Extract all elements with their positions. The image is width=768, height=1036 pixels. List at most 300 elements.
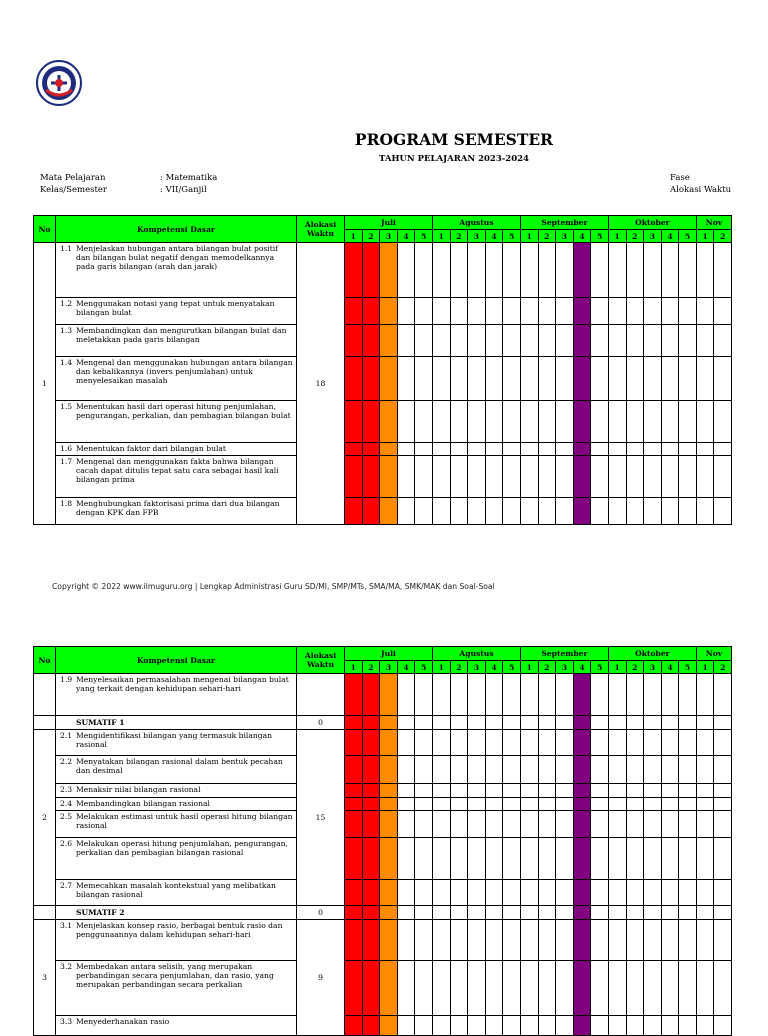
week-cell <box>468 756 486 784</box>
week-cell <box>696 498 714 525</box>
week-cell <box>397 674 415 716</box>
week-cell <box>468 325 486 357</box>
week-cell <box>503 456 521 498</box>
week-cell <box>432 357 450 401</box>
week-cell <box>345 811 363 838</box>
week-cell <box>644 674 662 716</box>
week-cell <box>626 498 644 525</box>
week-cell <box>608 674 626 716</box>
week-cell <box>679 920 697 961</box>
week-cell <box>538 498 556 525</box>
week-cell <box>397 784 415 798</box>
week-cell <box>450 298 468 325</box>
kompetensi-cell <box>56 298 297 325</box>
week-cell <box>362 756 380 784</box>
week-cell <box>468 674 486 716</box>
alokasi-cell: 0 <box>297 716 345 730</box>
week-cell <box>556 811 574 838</box>
week-cell <box>608 243 626 298</box>
week-cell <box>626 906 644 920</box>
week-cell <box>415 325 433 357</box>
week-cell <box>362 243 380 298</box>
week-cell <box>345 961 363 1016</box>
kd-text: Membandingkan dan mengurutkan bilangan bulat dan meletakkan pada garis bilangan <box>76 326 287 344</box>
week-cell <box>644 243 662 298</box>
kd-row <box>34 325 732 357</box>
col-header-no: No <box>34 647 56 674</box>
month-header-agustus: Agustus <box>432 216 520 230</box>
week-cell <box>608 811 626 838</box>
alokasi-cell: 0 <box>297 906 345 920</box>
week-header: 5 <box>503 230 521 243</box>
week-cell <box>345 1016 363 1036</box>
week-cell <box>626 456 644 498</box>
week-cell <box>644 784 662 798</box>
week-cell <box>432 1016 450 1036</box>
kd-text: Menjelaskan hubungan antara bilangan bulat positif dan bilangan bulat negatif dengan memodelkannya pada garis bilangan (arah dan jarak) <box>76 244 279 271</box>
week-header: 2 <box>362 230 380 243</box>
kd-number: 2.5 <box>60 812 73 821</box>
week-cell <box>432 756 450 784</box>
week-cell <box>714 498 732 525</box>
week-cell <box>520 357 538 401</box>
week-cell <box>380 298 398 325</box>
kd-row <box>34 498 732 525</box>
week-cell <box>644 838 662 880</box>
week-cell <box>468 443 486 456</box>
week-cell <box>450 716 468 730</box>
week-cell <box>362 880 380 906</box>
week-cell <box>450 798 468 811</box>
week-cell <box>362 838 380 880</box>
week-cell <box>608 838 626 880</box>
week-cell <box>432 798 450 811</box>
kd-row <box>34 1016 732 1036</box>
col-header-alokasi: Alokasi Waktu <box>297 216 345 243</box>
week-cell <box>520 906 538 920</box>
week-cell <box>380 906 398 920</box>
week-cell <box>608 716 626 730</box>
week-cell <box>696 443 714 456</box>
week-cell <box>538 401 556 443</box>
week-cell <box>679 401 697 443</box>
week-cell <box>520 456 538 498</box>
col-header-no: No <box>34 216 56 243</box>
week-cell <box>450 401 468 443</box>
week-cell <box>591 756 609 784</box>
week-cell <box>714 906 732 920</box>
week-cell <box>485 798 503 811</box>
week-cell <box>538 838 556 880</box>
week-cell <box>468 784 486 798</box>
kd-text: Menyelesaikan permasalahan mengenai bilangan bulat yang terkait dengan kehidupan sehari-hari <box>76 675 289 693</box>
week-cell <box>696 920 714 961</box>
week-cell <box>485 906 503 920</box>
week-cell <box>362 961 380 1016</box>
week-cell <box>573 674 591 716</box>
week-cell <box>714 298 732 325</box>
week-cell <box>432 401 450 443</box>
week-cell <box>380 716 398 730</box>
week-cell <box>661 961 679 1016</box>
week-cell <box>679 961 697 1016</box>
week-header: 5 <box>503 661 521 674</box>
week-cell <box>679 298 697 325</box>
week-cell <box>661 880 679 906</box>
week-cell <box>608 880 626 906</box>
week-cell <box>573 920 591 961</box>
kd-row <box>34 838 732 880</box>
week-cell <box>679 838 697 880</box>
week-cell <box>450 880 468 906</box>
week-cell <box>714 716 732 730</box>
week-cell <box>556 716 574 730</box>
week-cell <box>661 243 679 298</box>
alokasi-cell: 15 <box>297 730 345 906</box>
week-cell <box>362 811 380 838</box>
kompetensi-cell <box>56 443 297 456</box>
kd-row <box>34 443 732 456</box>
week-cell <box>345 298 363 325</box>
week-header: 4 <box>573 230 591 243</box>
week-cell <box>397 906 415 920</box>
week-cell <box>679 357 697 401</box>
week-cell <box>573 784 591 798</box>
month-header-nov: Nov <box>696 216 731 230</box>
no-cell <box>34 716 56 730</box>
kd-row <box>34 920 732 961</box>
week-cell <box>485 920 503 961</box>
week-cell <box>415 730 433 756</box>
alokasi-waktu-label: Alokasi Waktu <box>670 185 732 195</box>
week-header: 4 <box>485 230 503 243</box>
week-cell <box>714 880 732 906</box>
week-cell <box>679 906 697 920</box>
week-header: 3 <box>468 230 486 243</box>
week-cell <box>520 730 538 756</box>
week-cell <box>626 716 644 730</box>
week-cell <box>468 811 486 838</box>
week-cell <box>520 716 538 730</box>
week-cell <box>644 880 662 906</box>
week-cell <box>573 1016 591 1036</box>
week-cell <box>450 674 468 716</box>
week-cell <box>679 756 697 784</box>
week-cell <box>468 920 486 961</box>
week-header: 1 <box>608 661 626 674</box>
week-header: 1 <box>608 230 626 243</box>
no-cell: 1 <box>34 243 56 525</box>
week-cell <box>714 674 732 716</box>
week-cell <box>714 961 732 1016</box>
week-cell <box>432 906 450 920</box>
week-cell <box>696 880 714 906</box>
week-cell <box>591 784 609 798</box>
no-cell: 2 <box>34 730 56 906</box>
kd-row <box>34 674 732 716</box>
week-cell <box>450 961 468 1016</box>
kd-text: Melakukan estimasi untuk hasil operasi hitung bilangan rasional <box>76 812 293 830</box>
no-cell <box>34 674 56 716</box>
kd-number: 3.3 <box>60 1017 73 1026</box>
week-cell <box>608 298 626 325</box>
week-cell <box>345 325 363 357</box>
week-cell <box>626 357 644 401</box>
week-header: 2 <box>450 661 468 674</box>
week-cell <box>573 716 591 730</box>
week-cell <box>397 880 415 906</box>
week-cell <box>485 838 503 880</box>
week-cell <box>591 811 609 838</box>
week-cell <box>556 756 574 784</box>
week-header: 2 <box>714 661 732 674</box>
week-cell <box>608 456 626 498</box>
week-cell <box>450 784 468 798</box>
week-cell <box>503 443 521 456</box>
week-cell <box>696 838 714 880</box>
week-cell <box>468 798 486 811</box>
week-cell <box>661 674 679 716</box>
week-cell <box>538 716 556 730</box>
week-cell <box>714 443 732 456</box>
week-header: 2 <box>626 661 644 674</box>
kd-text: Menyatakan bilangan rasional dalam bentuk pecahan dan desimal <box>76 757 283 775</box>
week-cell <box>556 838 574 880</box>
sumatif-row <box>34 716 732 730</box>
week-cell <box>468 961 486 1016</box>
week-cell <box>661 784 679 798</box>
kd-text: Membandingkan bilangan rasional <box>76 799 210 808</box>
week-cell <box>503 756 521 784</box>
week-cell <box>661 456 679 498</box>
week-cell <box>503 243 521 298</box>
week-header: 5 <box>679 661 697 674</box>
week-cell <box>468 401 486 443</box>
week-cell <box>432 784 450 798</box>
week-header: 1 <box>520 661 538 674</box>
kompetensi-cell <box>56 674 297 716</box>
week-cell <box>345 456 363 498</box>
week-cell <box>362 298 380 325</box>
week-cell <box>345 498 363 525</box>
week-cell <box>573 906 591 920</box>
week-cell <box>608 1016 626 1036</box>
week-cell <box>397 961 415 1016</box>
week-cell <box>503 674 521 716</box>
week-cell <box>556 1016 574 1036</box>
week-cell <box>626 784 644 798</box>
kelas-label: Kelas/Semester <box>40 185 107 195</box>
week-cell <box>538 357 556 401</box>
week-cell <box>397 443 415 456</box>
kd-number: 1.7 <box>60 457 73 466</box>
week-cell <box>696 784 714 798</box>
week-cell <box>591 730 609 756</box>
week-cell <box>415 456 433 498</box>
week-cell <box>503 298 521 325</box>
week-cell <box>608 498 626 525</box>
week-cell <box>591 298 609 325</box>
week-cell <box>573 443 591 456</box>
kd-row <box>34 798 732 811</box>
week-cell <box>380 357 398 401</box>
week-cell <box>380 756 398 784</box>
week-cell <box>608 798 626 811</box>
week-cell <box>485 784 503 798</box>
kd-number: 2.6 <box>60 839 73 848</box>
week-cell <box>591 906 609 920</box>
week-header: 2 <box>450 230 468 243</box>
week-cell <box>345 730 363 756</box>
week-cell <box>679 716 697 730</box>
kd-text: Membedakan antara selisih, yang merupakan perbandingan secara penjumlahan, dan rasio, yang merupakan perbandingan secara perkalian <box>76 962 274 989</box>
week-cell <box>556 243 574 298</box>
week-cell <box>380 401 398 443</box>
week-cell <box>520 784 538 798</box>
week-header: 1 <box>696 661 714 674</box>
week-cell <box>626 1016 644 1036</box>
kompetensi-cell <box>56 498 297 525</box>
week-cell <box>450 838 468 880</box>
week-cell <box>696 1016 714 1036</box>
week-cell <box>345 716 363 730</box>
month-header-juli: Juli <box>345 647 433 661</box>
week-cell <box>397 811 415 838</box>
week-cell <box>415 756 433 784</box>
week-cell <box>538 1016 556 1036</box>
week-cell <box>520 961 538 1016</box>
kd-text: Mengidentifikasi bilangan yang termasuk bilangan rasional <box>76 731 273 749</box>
kd-row <box>34 357 732 401</box>
week-header: 1 <box>345 661 363 674</box>
week-cell <box>608 443 626 456</box>
week-cell <box>450 357 468 401</box>
kd-text: Menentukan faktor dari bilangan bulat <box>76 444 226 453</box>
week-cell <box>485 498 503 525</box>
month-header-agustus: Agustus <box>432 647 520 661</box>
week-cell <box>644 961 662 1016</box>
week-cell <box>397 730 415 756</box>
week-cell <box>397 357 415 401</box>
week-cell <box>485 325 503 357</box>
week-cell <box>380 811 398 838</box>
week-cell <box>556 456 574 498</box>
week-cell <box>573 243 591 298</box>
week-cell <box>520 674 538 716</box>
week-cell <box>661 756 679 784</box>
week-header: 1 <box>520 230 538 243</box>
week-cell <box>362 798 380 811</box>
week-cell <box>520 811 538 838</box>
week-cell <box>362 1016 380 1036</box>
week-cell <box>503 920 521 961</box>
week-cell <box>661 401 679 443</box>
kompetensi-cell <box>56 784 297 798</box>
week-cell <box>450 906 468 920</box>
week-cell <box>415 674 433 716</box>
kompetensi-cell <box>56 456 297 498</box>
week-cell <box>485 961 503 1016</box>
week-cell <box>520 498 538 525</box>
week-header: 3 <box>556 230 574 243</box>
week-cell <box>432 443 450 456</box>
week-cell <box>661 1016 679 1036</box>
week-cell <box>380 730 398 756</box>
kompetensi-cell <box>56 798 297 811</box>
sumatif-label: SUMATIF 1 <box>56 716 297 730</box>
week-cell <box>556 784 574 798</box>
week-header: 1 <box>432 230 450 243</box>
week-cell <box>556 798 574 811</box>
week-cell <box>714 784 732 798</box>
week-cell <box>696 674 714 716</box>
week-cell <box>538 961 556 1016</box>
week-cell <box>626 674 644 716</box>
week-header: 2 <box>362 661 380 674</box>
kd-number: 2.2 <box>60 757 73 766</box>
week-cell <box>714 243 732 298</box>
week-cell <box>696 906 714 920</box>
week-cell <box>503 838 521 880</box>
week-header: 4 <box>573 661 591 674</box>
week-cell <box>397 498 415 525</box>
week-cell <box>573 456 591 498</box>
week-cell <box>714 838 732 880</box>
meta-right <box>670 172 731 196</box>
week-cell <box>556 401 574 443</box>
week-cell <box>696 811 714 838</box>
week-cell <box>450 756 468 784</box>
week-cell <box>362 784 380 798</box>
week-cell <box>397 920 415 961</box>
kd-text: Memecahkan masalah kontekstual yang melibatkan bilangan rasional <box>76 881 276 899</box>
week-cell <box>450 920 468 961</box>
kd-text: Menaksir nilai bilangan rasional <box>76 785 201 794</box>
week-header: 1 <box>432 661 450 674</box>
week-cell <box>345 798 363 811</box>
week-cell <box>626 838 644 880</box>
week-cell <box>397 838 415 880</box>
semester-table-1 <box>33 215 732 525</box>
week-cell <box>644 443 662 456</box>
week-cell <box>362 920 380 961</box>
week-cell <box>696 798 714 811</box>
week-cell <box>538 730 556 756</box>
week-cell <box>380 798 398 811</box>
kd-number: 3.2 <box>60 962 73 971</box>
week-cell <box>644 756 662 784</box>
week-cell <box>415 357 433 401</box>
week-header: 3 <box>556 661 574 674</box>
week-cell <box>556 961 574 1016</box>
week-cell <box>520 798 538 811</box>
week-cell <box>714 456 732 498</box>
week-cell <box>520 1016 538 1036</box>
week-cell <box>362 456 380 498</box>
week-cell <box>644 325 662 357</box>
week-header: 3 <box>644 661 662 674</box>
kd-text: Menghubungkan faktorisasi prima dari dua bilangan dengan KPK dan FPB <box>76 499 280 517</box>
week-cell <box>556 357 574 401</box>
week-cell <box>714 811 732 838</box>
week-cell <box>591 920 609 961</box>
kd-number: 2.3 <box>60 785 73 794</box>
week-cell <box>644 906 662 920</box>
week-cell <box>345 880 363 906</box>
kompetensi-cell <box>56 325 297 357</box>
kd-number: 1.1 <box>60 244 73 253</box>
week-cell <box>608 920 626 961</box>
